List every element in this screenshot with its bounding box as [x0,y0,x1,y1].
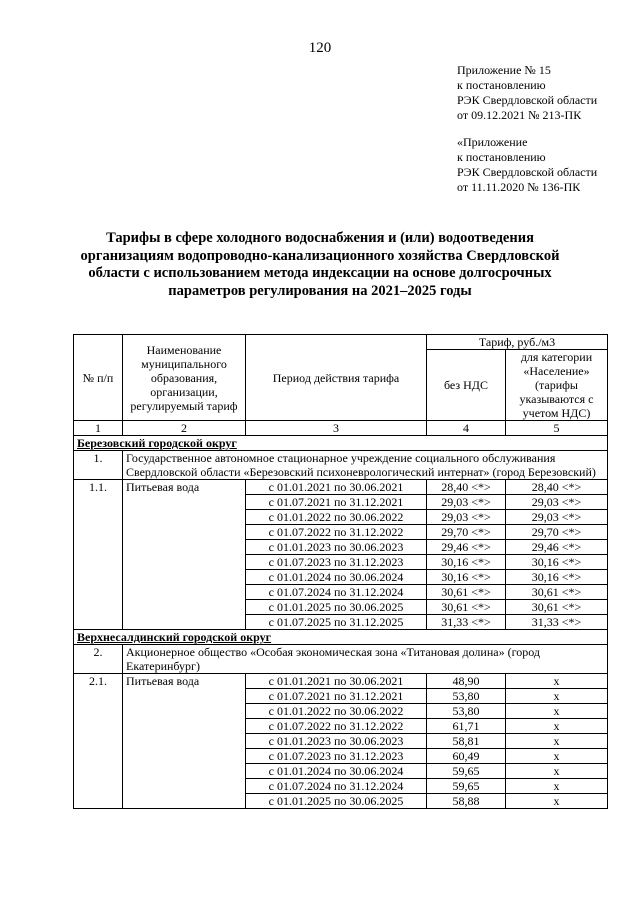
section-row [74,630,608,645]
no-vat-cell: 31,33 <*> [427,615,506,630]
col-number: 3 [246,421,427,436]
period-cell: с 01.07.2021 по 31.12.2021 [246,495,427,510]
population-cell: 30,61 <*> [506,585,608,600]
table-row [74,480,608,495]
population-cell: 30,16 <*> [506,555,608,570]
org-name: Акционерное общество «Особая экономическая зона «Титановая долина» (город Екатеринбург) [123,645,608,674]
no-vat-cell: 30,61 <*> [427,600,506,615]
no-vat-cell: 30,16 <*> [427,555,506,570]
no-vat-cell: 29,70 <*> [427,525,506,540]
no-vat-cell: 29,46 <*> [427,540,506,555]
period-cell: с 01.01.2023 по 30.06.2023 [246,540,427,555]
population-cell: x [506,689,608,704]
col-number: 4 [427,421,506,436]
tariff-table [73,334,608,809]
header-tariff: Тариф, руб./м3 [427,335,608,350]
appendix-line: к постановлению [457,78,546,92]
population-cell: x [506,674,608,689]
appendix-line: Приложение № 15 [457,63,551,77]
period-cell: с 01.07.2024 по 31.12.2024 [246,779,427,794]
org-name: Государственное автономное стационарное учреждение социального обслуживания Свердловской области «Березовский психоневрологический интернат» (город Березовский) [123,451,608,480]
period-cell: с 01.01.2021 по 30.06.2021 [246,674,427,689]
no-vat-cell: 60,49 [427,749,506,764]
appendix-header-current [457,63,597,123]
column-numbers-row [74,421,608,436]
period-cell: с 01.07.2022 по 31.12.2022 [246,525,427,540]
header-no-vat: без НДС [427,350,506,421]
period-cell: с 01.07.2023 по 31.12.2023 [246,555,427,570]
no-vat-cell: 29,03 <*> [427,510,506,525]
appendix-line: к постановлению [457,150,546,164]
header-population: для категории «Население» (тарифы указываются с учетом НДС) [506,350,608,421]
organization-row [74,645,608,674]
table-row [74,674,608,689]
no-vat-cell: 53,80 [427,704,506,719]
period-cell: с 01.07.2023 по 31.12.2023 [246,749,427,764]
population-cell: 29,70 <*> [506,525,608,540]
period-cell: с 01.01.2022 по 30.06.2022 [246,510,427,525]
population-cell: 29,03 <*> [506,510,608,525]
population-cell: 29,46 <*> [506,540,608,555]
section-row [74,436,608,451]
population-cell: 30,16 <*> [506,570,608,585]
population-cell: x [506,764,608,779]
population-cell: 28,40 <*> [506,480,608,495]
population-cell: x [506,794,608,809]
population-cell: x [506,719,608,734]
period-cell: с 01.07.2022 по 31.12.2022 [246,719,427,734]
no-vat-cell: 58,88 [427,794,506,809]
col-number: 5 [506,421,608,436]
appendix-header-original [457,135,597,195]
header-period: Период действия тарифа [246,335,427,421]
tariff-name: Питьевая вода [123,480,246,630]
header-num: № п/п [74,335,123,421]
population-cell: x [506,734,608,749]
appendix-line: РЭК Свердловской области [457,165,598,179]
org-number: 2. [74,645,123,674]
period-cell: с 01.01.2025 по 30.06.2025 [246,794,427,809]
table-header-row [74,335,608,350]
population-cell: 31,33 <*> [506,615,608,630]
document-title: Тарифы в сфере холодного водоснабжения и (или) водоотведения организациям водопроводно-канализационного хозяйства Свердловской области с использованием метода индексации на основе долгосрочных параметров регулирования на 2021–2025 годы [80,230,560,299]
tariff-name: Питьевая вода [123,674,246,809]
appendix-line: от 09.12.2021 № 213-ПК [457,108,582,122]
no-vat-cell: 59,65 [427,779,506,794]
section-title: Березовский городской округ [74,436,608,451]
period-cell: с 01.01.2024 по 30.06.2024 [246,570,427,585]
no-vat-cell: 53,80 [427,689,506,704]
col-number: 2 [123,421,246,436]
period-cell: с 01.01.2021 по 30.06.2021 [246,480,427,495]
organization-row [74,451,608,480]
header-name: Наименование муниципального образования, организации, регулируемый тариф [123,335,246,421]
population-cell: x [506,704,608,719]
population-cell: x [506,749,608,764]
no-vat-cell: 58,81 [427,734,506,749]
no-vat-cell: 61,71 [427,719,506,734]
tariff-number: 2.1. [74,674,123,809]
population-cell: x [506,779,608,794]
period-cell: с 01.07.2021 по 31.12.2021 [246,689,427,704]
page-number: 120 [308,40,332,56]
period-cell: с 01.01.2025 по 30.06.2025 [246,600,427,615]
no-vat-cell: 29,03 <*> [427,495,506,510]
appendix-line: РЭК Свердловской области [457,93,598,107]
period-cell: с 01.01.2024 по 30.06.2024 [246,764,427,779]
population-cell: 29,03 <*> [506,495,608,510]
no-vat-cell: 30,61 <*> [427,585,506,600]
org-number: 1. [74,451,123,480]
no-vat-cell: 48,90 [427,674,506,689]
appendix-line: «Приложение [457,135,528,149]
section-title: Верхнесалдинский городской округ [74,630,608,645]
tariff-number: 1.1. [74,480,123,630]
no-vat-cell: 28,40 <*> [427,480,506,495]
period-cell: с 01.01.2022 по 30.06.2022 [246,704,427,719]
period-cell: с 01.07.2024 по 31.12.2024 [246,585,427,600]
no-vat-cell: 59,65 [427,764,506,779]
col-number: 1 [74,421,123,436]
population-cell: 30,61 <*> [506,600,608,615]
period-cell: с 01.07.2025 по 31.12.2025 [246,615,427,630]
period-cell: с 01.01.2023 по 30.06.2023 [246,734,427,749]
no-vat-cell: 30,16 <*> [427,570,506,585]
appendix-line: от 11.11.2020 № 136-ПК [457,180,581,194]
